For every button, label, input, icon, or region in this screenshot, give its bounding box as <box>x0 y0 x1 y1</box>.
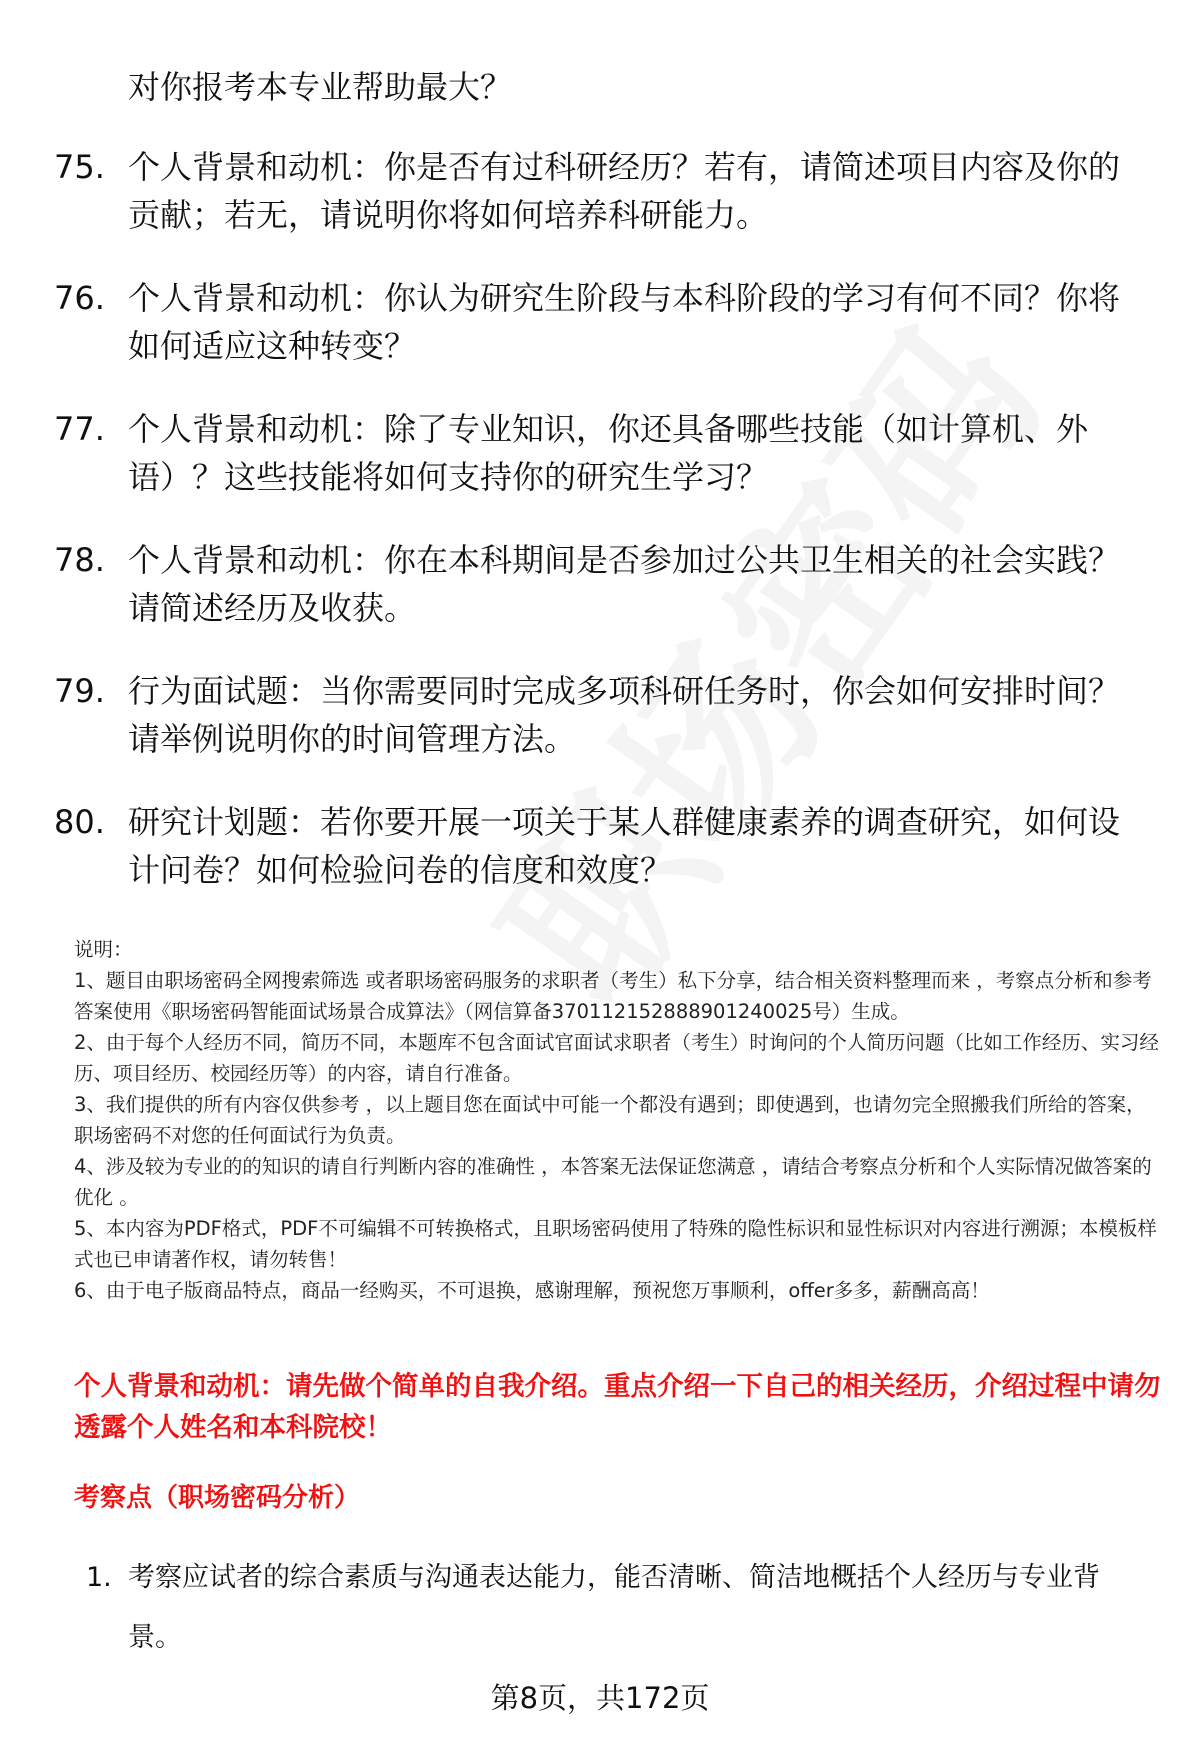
notes-title: 说明： <box>74 938 133 961</box>
question-number: 78. <box>54 541 105 579</box>
note-item: 4、涉及较为专业的的知识的请自行判断内容的准确性 ，本答案无法保证您满意 ，请结合考察点分析和个人实际情况做答案的优化 。 <box>74 1155 1152 1209</box>
question-text: 对你报考本专业帮助最大？ <box>128 68 513 106</box>
analysis-item-text: 考察应试者的综合素质与沟通表达能力，能否清晰、简洁地概括个人经历与专业背景。 <box>128 1562 1100 1653</box>
note-item: 3、我们提供的所有内容仅供参考 ，以上题目您在面试中可能一个都没有遇到；即使遇到，也请勿完全照搬我们所给的答案，职场密码不对您的任何面试行为负责。 <box>74 1093 1146 1147</box>
question-number: 75. <box>54 148 105 186</box>
question-text: 个人背景和动机：你是否有过科研经历？若有，请简述项目内容及你的贡献；若无，请说明你将如何培养科研能力。 <box>128 148 1121 234</box>
question-text: 个人背景和动机：除了专业知识，你还具备哪些技能（如计算机、外语）？这些技能将如何支持你的研究生学习？ <box>128 410 1089 496</box>
question-heading: 个人背景和动机：请先做个简单的自我介绍。重点介绍一下自己的相关经历，介绍过程中请勿透露个人姓名和本科院校！ <box>74 1371 1161 1443</box>
question-number: 77. <box>54 410 105 448</box>
note-item: 6、由于电子版商品特点，商品一经购买，不可退换，感谢理解，预祝您万事顺利，offer多多，薪酬高高！ <box>74 1279 990 1302</box>
note-item: 2、由于每个人经历不同，简历不同，本题库不包含面试官面试求职者（考生）时询问的个人简历问题（比如工作经历、实习经历、项目经历、校园经历等）的内容，请自行准备。 <box>74 1031 1159 1085</box>
analysis-heading: 考察点（职场密码分析） <box>74 1483 361 1513</box>
page-footer: 第8页，共172页 <box>490 1681 710 1715</box>
question-text: 个人背景和动机：你认为研究生阶段与本科阶段的学习有何不同？你将如何适应这种转变？ <box>128 279 1121 365</box>
question-text: 行为面试题：当你需要同时完成多项科研任务时，你会如何安排时间？请举例说明你的时间管理方法。 <box>128 672 1121 758</box>
watermark <box>430 267 1090 1046</box>
notes-section <box>74 934 1164 1306</box>
question-number: 79. <box>54 672 105 710</box>
question-text: 研究计划题：若你要开展一项关于某人群健康素养的调查研究，如何设计问卷？如何检验问卷的信度和效度？ <box>128 803 1121 889</box>
question-number: 80. <box>54 803 105 841</box>
note-item: 5、本内容为PDF格式，PDF不可编辑不可转换格式，且职场密码使用了特殊的隐性标识和显性标识对内容进行溯源；本模板样式也已申请著作权，请勿转售！ <box>74 1217 1157 1271</box>
note-item: 1、题目由职场密码全网搜索筛选 或者职场密码服务的求职者（考生）私下分享，结合相关资料整理而来 ，考察点分析和参考答案使用《职场密码智能面试场景合成算法》（网信算备370112152888901240025号）生成。 <box>74 969 1152 1023</box>
analysis-item-number: 1. <box>86 1562 112 1593</box>
question-text: 个人背景和动机：你在本科期间是否参加过公共卫生相关的社会实践？请简述经历及收获。 <box>128 541 1121 627</box>
question-number: 76. <box>54 279 105 317</box>
